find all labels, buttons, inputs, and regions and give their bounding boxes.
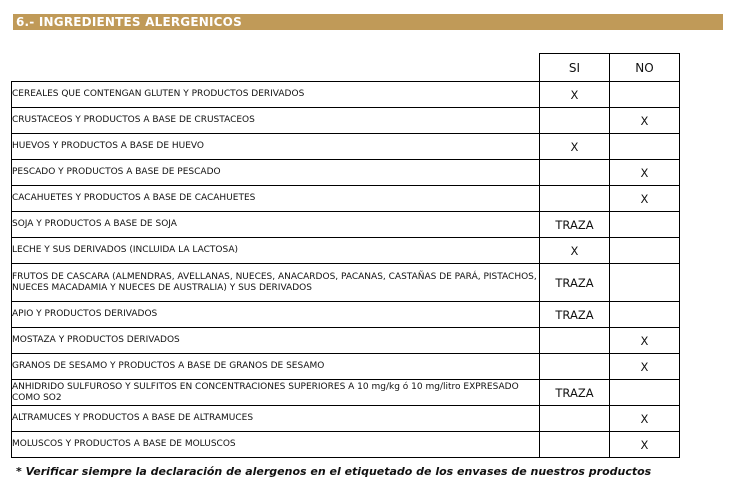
no-cell [610, 264, 680, 302]
si-cell [540, 186, 610, 212]
table-row [12, 354, 680, 380]
table-row [12, 108, 680, 134]
no-cell [610, 238, 680, 264]
si-cell: TRAZA [540, 264, 610, 302]
table-row [12, 134, 680, 160]
table-header-row [12, 54, 680, 82]
no-cell: X [610, 108, 680, 134]
header-blank-cell [12, 54, 540, 82]
allergen-table [11, 53, 680, 458]
allergen-label: PESCADO Y PRODUCTOS A BASE DE PESCADO [12, 160, 540, 186]
table-row [12, 212, 680, 238]
allergen-label: CEREALES QUE CONTENGAN GLUTEN Y PRODUCTOS DERIVADOS [12, 82, 540, 108]
table-row [12, 82, 680, 108]
no-cell: X [610, 354, 680, 380]
allergen-label: ALTRAMUCES Y PRODUCTOS A BASE DE ALTRAMUCES [12, 406, 540, 432]
table-row [12, 406, 680, 432]
si-cell: TRAZA [540, 212, 610, 238]
no-cell: X [610, 432, 680, 458]
footnote: * Verificar siempre la declaración de alergenos en el etiquetado de los envases de nuestros productos [16, 465, 652, 478]
si-cell [540, 354, 610, 380]
allergen-label: HUEVOS Y PRODUCTOS A BASE DE HUEVO [12, 134, 540, 160]
no-cell [610, 82, 680, 108]
allergen-label: FRUTOS DE CASCARA (ALMENDRAS, AVELLANAS, NUECES, ANACARDOS, PACANAS, CASTAÑAS DE PARÁ, PISTACHOS, NUECES MACADAMIA Y NUECES DE AUSTRALIA) Y SUS DERIVADOS [12, 264, 540, 302]
table-row [12, 328, 680, 354]
no-cell [610, 134, 680, 160]
allergen-label: GRANOS DE SESAMO Y PRODUCTOS A BASE DE GRANOS DE SESAMO [12, 354, 540, 380]
table-row [12, 186, 680, 212]
column-header-no: NO [610, 54, 680, 82]
si-cell [540, 328, 610, 354]
allergen-label: MOLUSCOS Y PRODUCTOS A BASE DE MOLUSCOS [12, 432, 540, 458]
table-row [12, 160, 680, 186]
si-cell [540, 160, 610, 186]
section-title: 6.- INGREDIENTES ALERGENICOS [13, 14, 723, 30]
si-cell [540, 406, 610, 432]
allergen-label: CRUSTACEOS Y PRODUCTOS A BASE DE CRUSTACEOS [12, 108, 540, 134]
table-row [12, 380, 680, 406]
no-cell: X [610, 186, 680, 212]
no-cell [610, 212, 680, 238]
si-cell: TRAZA [540, 302, 610, 328]
si-cell: X [540, 82, 610, 108]
column-header-si: SI [540, 54, 610, 82]
allergen-label: MOSTAZA Y PRODUCTOS DERIVADOS [12, 328, 540, 354]
si-cell: X [540, 134, 610, 160]
table-row [12, 238, 680, 264]
allergen-label: APIO Y PRODUCTOS DERIVADOS [12, 302, 540, 328]
table-row [12, 432, 680, 458]
allergen-label: ANHIDRIDO SULFUROSO Y SULFITOS EN CONCENTRACIONES SUPERIORES A 10 mg/kg ó 10 mg/litro EXPRESADO COMO SO2 [12, 380, 540, 406]
si-cell: TRAZA [540, 380, 610, 406]
si-cell [540, 432, 610, 458]
table-row [12, 302, 680, 328]
allergen-label: LECHE Y SUS DERIVADOS (INCLUIDA LA LACTOSA) [12, 238, 540, 264]
si-cell [540, 108, 610, 134]
no-cell [610, 302, 680, 328]
table-row [12, 264, 680, 302]
no-cell: X [610, 328, 680, 354]
no-cell [610, 380, 680, 406]
allergen-label: SOJA Y PRODUCTOS A BASE DE SOJA [12, 212, 540, 238]
no-cell: X [610, 406, 680, 432]
no-cell: X [610, 160, 680, 186]
allergen-label: CACAHUETES Y PRODUCTOS A BASE DE CACAHUETES [12, 186, 540, 212]
si-cell: X [540, 238, 610, 264]
